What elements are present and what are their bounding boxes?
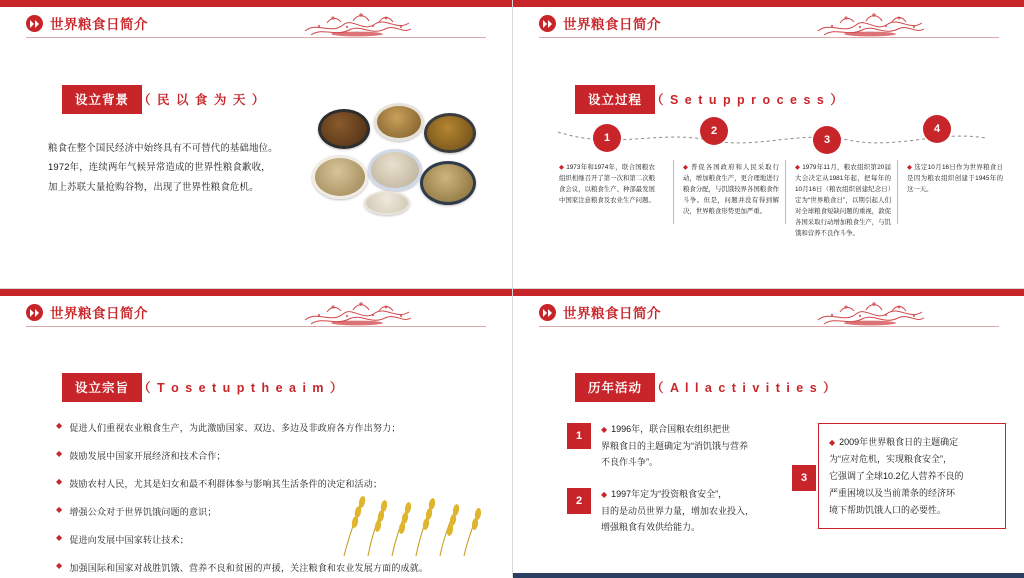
slide-4-bottom-bar [513,573,1024,578]
diamond-bullet-icon: ◆ [56,449,63,458]
list-item-label: 加强国际和国家对战胜饥饿、营养不良和贫困的声援，关注粮食和农业发展方面的成就。 [69,563,429,573]
slide-1-title: 世界粮食日简介 [50,17,148,32]
slide-2-header-rule [539,37,999,38]
bowl-top-right [424,113,476,153]
slide-4-section-subtitle: （ A l l a c t i v i t i e s ） [651,381,838,395]
diamond-bullet-icon: ◆ [56,533,63,542]
slide-4-title: 世界粮食日简介 [563,306,661,321]
diamond-bullet-icon: ◆ [56,477,63,486]
diamond-bullet-icon: ◆ [795,164,801,171]
slide-4 [513,289,1024,578]
diamond-bullet-icon: ◆ [601,490,608,499]
wheat-ears-photo [334,492,484,558]
timeline-text-3: ◆ 1979年11月，粮农组织第20届大会决定从1981年起，把每年的10月16日（粮农组织创建纪念日）定为“世界粮食日”，以期引起人们对全球粮食短缺问题的重视，敦促各国采取行动增加粮食生产，与饥饿和营养不良作斗争。 [795,164,891,238]
slide-3-top-bar [0,289,512,296]
list-item [56,561,476,574]
timeline-text-2: ◆ 普促各国政府和人民采取行动，增加粮食生产，更合理地进行粮食分配，与饥饿较界各国粮食作斗争。但是，问题并没有得到解决，世界粮食形势更加严重。 [683,164,779,216]
chinese-ornament-icon [297,298,417,328]
timeline-node-4: 4 [923,115,951,143]
activity-text-2-line-2: 目的是动员世界力量，增加农业投入， [601,505,755,516]
list-item-label: 增强公众对于世界饥饿问题的意识； [69,507,217,517]
slide-4-header-rule [539,326,999,327]
timeline-text-4: ◆ 选定10月16日作为世界粮食日是因为粮农组织创建于1945年的这一天。 [907,164,1003,194]
slide-2-section-subtitle: （ S e t u p p r o c e s s ） [651,93,845,107]
double-chevron-icon [539,15,556,32]
slide-3-title: 世界粮食日简介 [50,306,148,321]
timeline-divider-3 [897,160,898,224]
list-item [56,477,476,490]
timeline-node-3: 3 [813,126,841,154]
timeline-node-2: 2 [700,117,728,145]
activity-number-3: 3 [792,465,816,491]
activity-text-1 [601,421,786,471]
activity-text-3-line-5: 境下帮助饥饿人口的必要性。 [829,505,947,516]
slide-1-header-rule [26,37,486,38]
activity-text-3-line-2: 为“应对危机，实现粮食安全”， [829,454,952,465]
bowl-front [364,191,410,215]
list-item-label: 促进人们重视农业粮食生产，为此激励国家、双边、多边及非政府各方作出努力； [69,423,401,433]
slide-1-body [48,138,313,196]
slide-3-section-tag: 设立宗旨 [62,373,142,402]
timeline-connector [558,128,986,150]
diamond-bullet-icon: ◆ [56,505,63,514]
list-item-label: 鼓励发展中国家开展经济和技术合作； [69,451,226,461]
double-chevron-icon [539,304,556,321]
activity-text-1-line-3: 不良作斗争”。 [601,457,658,468]
activity-card-3 [818,423,1006,529]
slide-1-body-line-3: 加上苏联大量抢购谷物，出现了世界性粮食危机。 [48,180,259,192]
slide-4-top-bar [513,289,1024,296]
slide-2-title: 世界粮食日简介 [563,17,661,32]
slide-3 [0,289,512,578]
slide-1-section-subtitle: （ 民 以 食 为 天 ） [138,93,266,107]
double-chevron-icon [26,15,43,32]
diamond-bullet-icon: ◆ [56,561,63,570]
slide-2-section-tag: 设立过程 [575,85,655,114]
activity-text-3-line-3: 它强调了全球10.2亿人营养不良的 [829,471,964,482]
activity-text-2-line-3: 增强粮食有效供给能力。 [601,522,701,533]
activity-text-2-line-1: ◆ 1997年定为“投资粮食安全”， [601,489,728,499]
slide-1 [0,0,512,288]
slide-4-header [513,296,1024,329]
bowl-bottom-left [312,155,368,199]
activity-text-3-line-1: ◆ 2009年世界粮食日的主题确定 [829,437,959,447]
activity-text-1-line-1: ◆ 1996年，联合国粮农组织把世 [601,424,731,434]
diamond-bullet-icon: ◆ [907,164,913,171]
double-chevron-icon [26,304,43,321]
diamond-bullet-icon: ◆ [829,438,836,447]
grain-bowls-photo [312,103,484,221]
slide-2-top-bar [513,0,1024,7]
list-item-label: 促进向发展中国家转让技术； [69,535,189,545]
bowl-bottom-center [368,149,422,191]
list-item [56,421,476,434]
activity-text-2 [601,486,786,536]
diamond-bullet-icon: ◆ [56,421,63,430]
slide-1-top-bar [0,0,512,7]
list-item [56,449,476,462]
activity-text-1-line-2: 界粮食日的主题确定为“消饥饿与营养 [601,440,748,451]
diamond-bullet-icon: ◆ [559,164,565,171]
timeline-divider-2 [785,160,786,224]
activity-number-1: 1 [567,423,591,449]
bowl-top-center [374,103,424,141]
slide-1-header [0,7,512,40]
slide-1-body-line-2: 1972年，连续两年气候异常造成的世界性粮食歉收， [48,161,271,173]
slide-4-section-tag: 历年活动 [575,373,655,402]
activity-text-3-line-4: 严重困境以及当前萧条的经济环 [829,488,956,499]
diamond-bullet-icon: ◆ [683,164,689,171]
slide-3-header-rule [26,326,486,327]
chinese-ornament-icon [810,9,930,39]
slide-1-section-tag: 设立背景 [62,85,142,114]
timeline-text-1: ◆ 1973年和1974年，联合国粮农组织相继召开了第一次和第二次粮食会议，以粮食生产、种部最发展中国家注意粮食及农业生产问题。 [559,164,655,205]
slide-3-section-subtitle: （ T o s e t u p t h e a i m ） [138,381,345,395]
diamond-bullet-icon: ◆ [601,425,608,434]
slide-3-header [0,296,512,329]
chinese-ornament-icon [810,298,930,328]
timeline-divider-1 [673,160,674,224]
timeline-node-1: 1 [593,124,621,152]
bowl-bottom-right [420,161,476,205]
bowl-top-left [318,109,370,149]
activity-number-2: 2 [567,488,591,514]
slide-1-body-line-1: 粮食在整个国民经济中始终具有不可替代的基础地位。 [48,142,278,153]
list-item-label: 鼓励农村人民，尤其是妇女和最不利群体参与影响其生活条件的决定和活动； [69,479,383,489]
slide-2-header [513,7,1024,40]
slide-2 [513,0,1024,288]
chinese-ornament-icon [297,9,417,39]
